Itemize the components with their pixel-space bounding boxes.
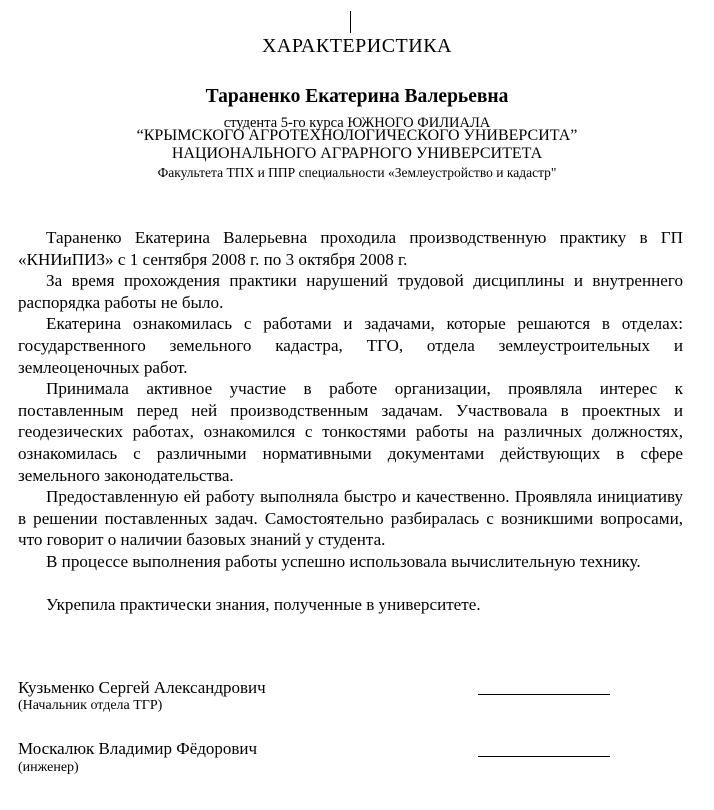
characteristic-body <box>18 227 683 615</box>
paragraph-participation: Принимала активное участие в работе организации, проявляла интерес к поставленным перед ней производственным задачам. Участвовала в проектных и геодезических работах, ознакомился с тонкостями работы на различных должностях, ознакомилась с различными нормативными документами действующих в сфере земельного законодательства. <box>18 379 683 485</box>
signature-line-2 <box>478 756 610 757</box>
national-university-line: НАЦИОНАЛЬНОГО АГРАРНОГО УНИВЕРСИТЕТА <box>171 145 543 162</box>
signatory-1-name: Кузьменко Сергей Александрович <box>18 678 266 697</box>
faculty-line: Факультета ТПХ и ППР специальности «Землеустройство и кадастр" <box>157 165 557 180</box>
paragraph-knowledge: Укрепила практически знания, полученные в университете. <box>46 594 481 614</box>
paragraph-quality: Предоставленную ей работу выполняла быстро и качественно. Проявляла инициативу в решении поставленных задач. Самостоятельно разбиралась с возникшими вопросами, что говорит о наличии базовых знаний у студента. <box>18 487 683 550</box>
paragraph-computing: В процессе выполнения работы успешно использовала вычислительную технику. <box>46 551 641 571</box>
university-line: “КРЫМСКОГО АГРОТЕХНОЛОГИЧЕСКОГО УНИВЕРСИТА” <box>136 127 578 144</box>
student-course-line: студента 5-го курса ЮЖНОГО ФИЛИАЛА <box>223 115 491 131</box>
paragraph-departments: Екатерина ознакомилась с работами и задачами, которые решаются в отделах: государственного земельного кадастра, ТГО, отдела землеустроительных и землеоценочных работ. <box>18 314 683 377</box>
document-title: ХАРАКТЕРИСТИКА <box>261 35 453 57</box>
text-cursor <box>350 11 351 33</box>
signatory-2-name: Москалюк Владимир Фёдорович <box>18 739 258 758</box>
student-name: Тараненко Екатерина Валерьевна <box>205 86 509 107</box>
paragraph-practice: Тараненко Екатерина Валерьевна проходила производственную практику в ГП «КНИиПИЗ» с 1 сентября 2008 г. по 3 октября 2008 г. <box>18 228 683 269</box>
signatory-2-role: (инженер) <box>18 760 79 775</box>
signature-line-1 <box>478 694 610 695</box>
signatory-1-role: (Начальник отдела ТГР) <box>18 698 163 713</box>
paragraph-discipline: За время прохождения практики нарушений трудовой дисциплины и внутреннего распорядка работы не было. <box>18 271 683 312</box>
